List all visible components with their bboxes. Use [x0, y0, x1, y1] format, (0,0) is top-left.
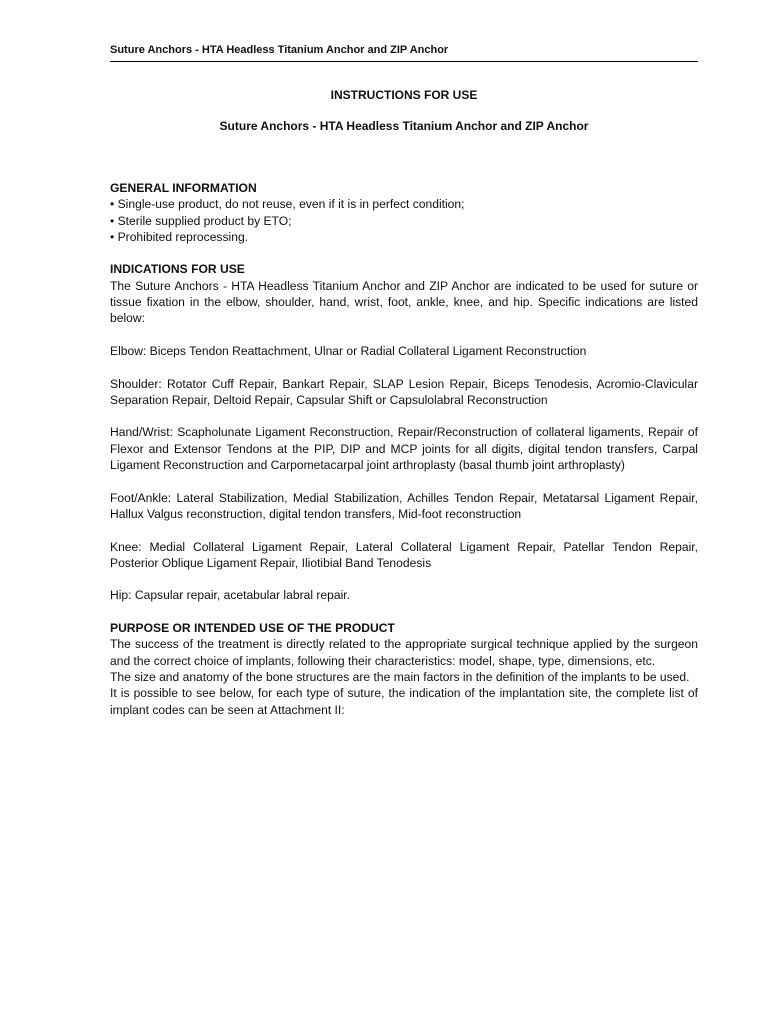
indications-heading: INDICATIONS FOR USE: [110, 262, 245, 277]
list-item: • Prohibited reprocessing.: [110, 229, 698, 245]
purpose-paragraph: The size and anatomy of the bone structures are the main factors in the definition of the implants to be used.: [110, 669, 690, 684]
document-body: [110, 180, 698, 718]
purpose-paragraph: The success of the treatment is directly related to the appropriate surgical technique applied by the surgeon and the correct choice of implants, following their characteristics: model, shape, type, dimensions, etc.: [110, 637, 698, 668]
general-information-heading: GENERAL INFORMATION: [110, 181, 257, 195]
list-item: • Sterile supplied product by ETO;: [110, 213, 698, 229]
general-information-list: [110, 196, 698, 245]
indication-knee: Knee: Medial Collateral Ligament Repair, Lateral Collateral Ligament Repair, Patellar Tendon Repair, Posterior Oblique Ligament Repair, Iliotibial Band Tenodesis: [110, 539, 698, 570]
indication-hip: Hip: Capsular repair, acetabular labral repair.: [110, 588, 350, 603]
purpose-paragraph: It is possible to see below, for each type of suture, the indication of the implantation site, the complete list of implant codes can be seen at Attachment II:: [110, 686, 698, 717]
document-subtitle: Suture Anchors - HTA Headless Titanium Anchor and ZIP Anchor: [219, 119, 589, 133]
indication-foot-ankle: Foot/Ankle: Lateral Stabilization, Medial Stabilization, Achilles Tendon Repair, Metatarsal Ligament Repair, Hallux Valgus reconstruction, digital tendon transfers, Mid-foot reconstruction: [110, 490, 698, 521]
indication-shoulder: Shoulder: Rotator Cuff Repair, Bankart Repair, SLAP Lesion Repair, Biceps Tenodesis, Acromio-Clavicular Separation Repair, Deltoid Repair, Capsular Shift or Capsulolabral Reconstruction: [110, 376, 698, 407]
header-rule: [110, 61, 698, 62]
list-item: • Single-use product, do not reuse, even if it is in perfect condition;: [110, 196, 698, 212]
indication-hand-wrist: Hand/Wrist: Scapholunate Ligament Reconstruction, Repair/Reconstruction of collateral ligaments, Repair of Flexor and Extensor Tendons at the PIP, DIP and MCP joints for all digits, digital tendon transfers, Carpal Ligament Reconstruction and Carpometacarpal joint arthroplasty (basal thumb joint arthroplasty): [110, 425, 698, 473]
document-title: INSTRUCTIONS FOR USE: [330, 88, 478, 102]
indications-intro: The Suture Anchors - HTA Headless Titanium Anchor and ZIP Anchor are indicated to be used for suture or tissue fixation in the elbow, shoulder, hand, wrist, foot, ankle, knee, and hip. Specific indications are listed below:: [110, 278, 698, 326]
indication-elbow: Elbow: Biceps Tendon Reattachment, Ulnar or Radial Collateral Ligament Reconstruction: [110, 343, 587, 358]
purpose-heading: PURPOSE OR INTENDED USE OF THE PRODUCT: [110, 621, 395, 636]
running-header: Suture Anchors - HTA Headless Titanium Anchor and ZIP Anchor: [110, 44, 449, 56]
